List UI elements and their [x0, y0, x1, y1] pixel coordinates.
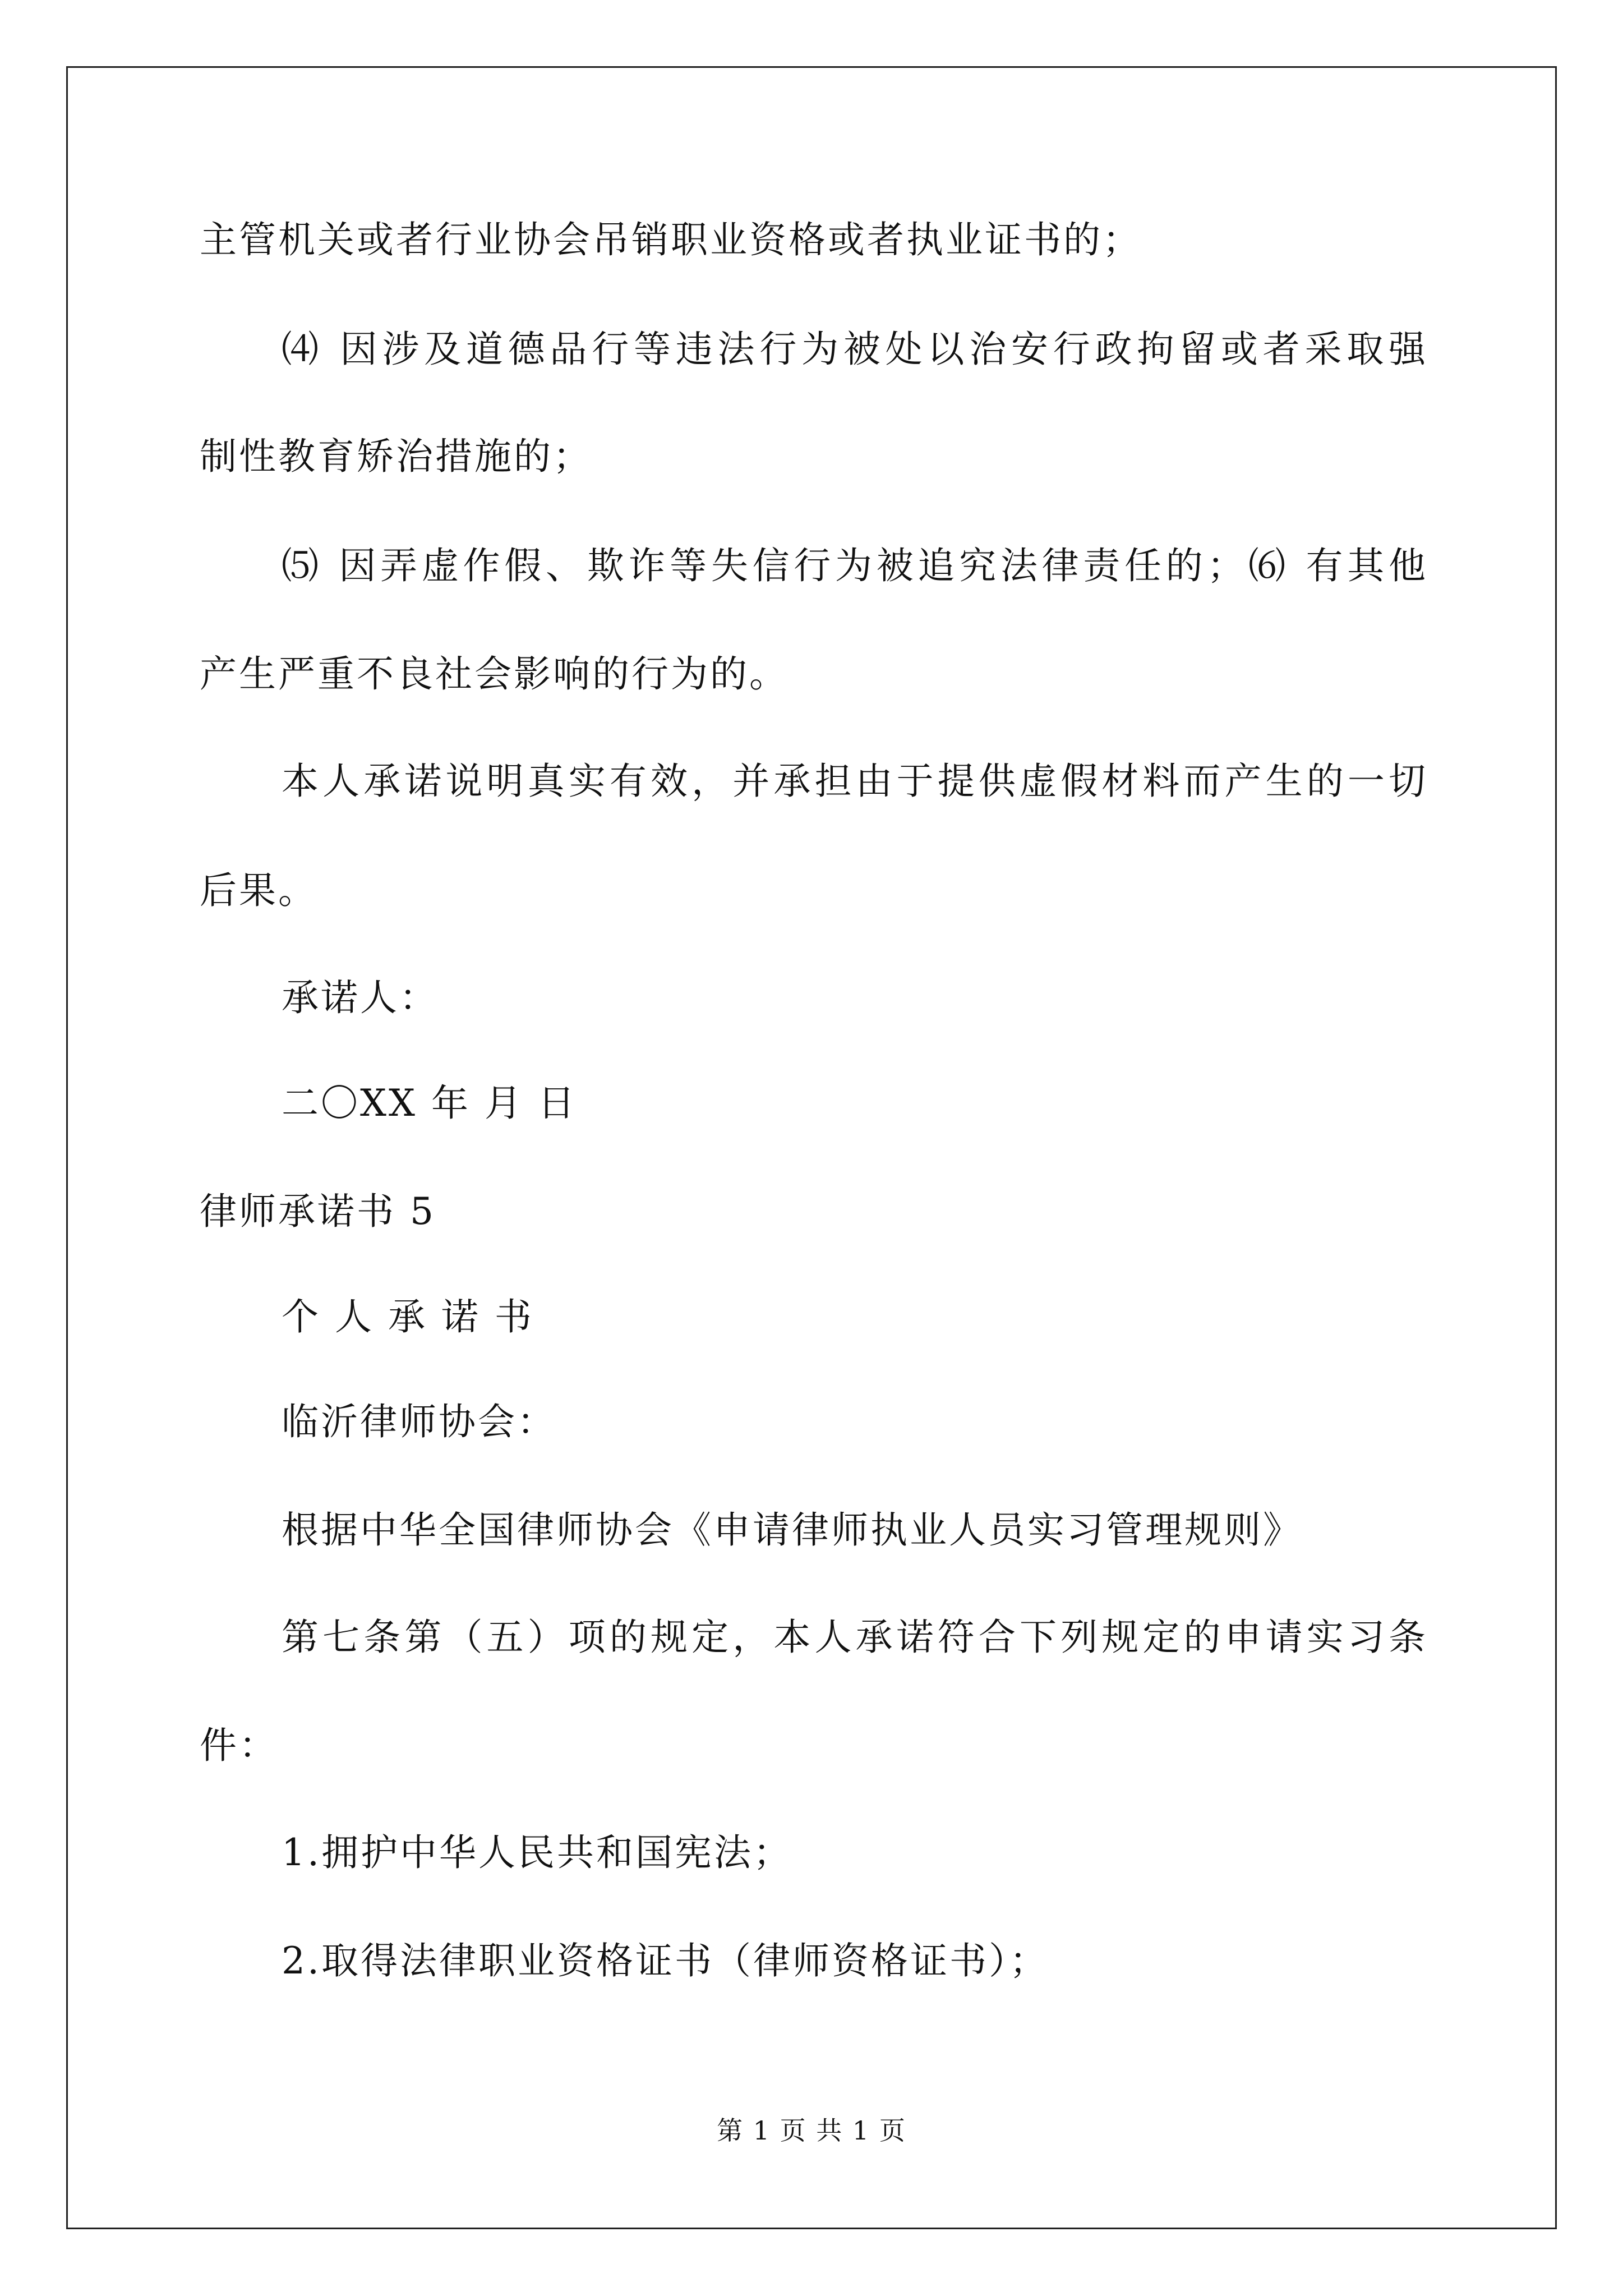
addressee: 临沂律师协会： [282, 1400, 556, 1443]
text-line-14: 第七条第（五）项的规定，本人承诺符合下列规定的申请实习条 [282, 1616, 1428, 1659]
text-line-3: 制性教育矫治措施的； [200, 435, 592, 478]
text-line-2: ⑷ 因涉及道德品行等违法行为被处以治安行政拘留或者采取强 [282, 328, 1428, 371]
text-line-5: 产生严重不良社会影响的行为的。 [200, 652, 789, 696]
condition-1: 1.拥护中华人民共和国宪法； [282, 1831, 792, 1874]
text-line-15: 件： [200, 1724, 278, 1767]
document-title: 个 人 承 诺 书 [282, 1295, 534, 1338]
page-border [66, 66, 1557, 2229]
text-line-13: 根据中华全国律师协会《申请律师执业人员实习管理规则》 [282, 1508, 1302, 1552]
text-line-6: 本人承诺说明真实有效，并承担由于提供虚假材料而产生的一切 [282, 760, 1428, 803]
signer-label: 承诺人： [282, 976, 439, 1019]
text-line-4: ⑸ 因弄虚作假、欺诈等失信行为被追究法律责任的；⑹ 有其他 [282, 544, 1428, 587]
section-title: 律师承诺书 5 [200, 1190, 436, 1233]
page-footer: 第 1 页 共 1 页 [717, 2115, 906, 2146]
date-line: 二〇XX 年 月 日 [282, 1082, 577, 1125]
text-line-1: 主管机关或者行业协会吊销职业资格或者执业证书的； [200, 218, 1142, 261]
text-line-7: 后果。 [200, 869, 317, 912]
condition-2: 2.取得法律职业资格证书（律师资格证书）； [282, 1939, 1049, 1982]
